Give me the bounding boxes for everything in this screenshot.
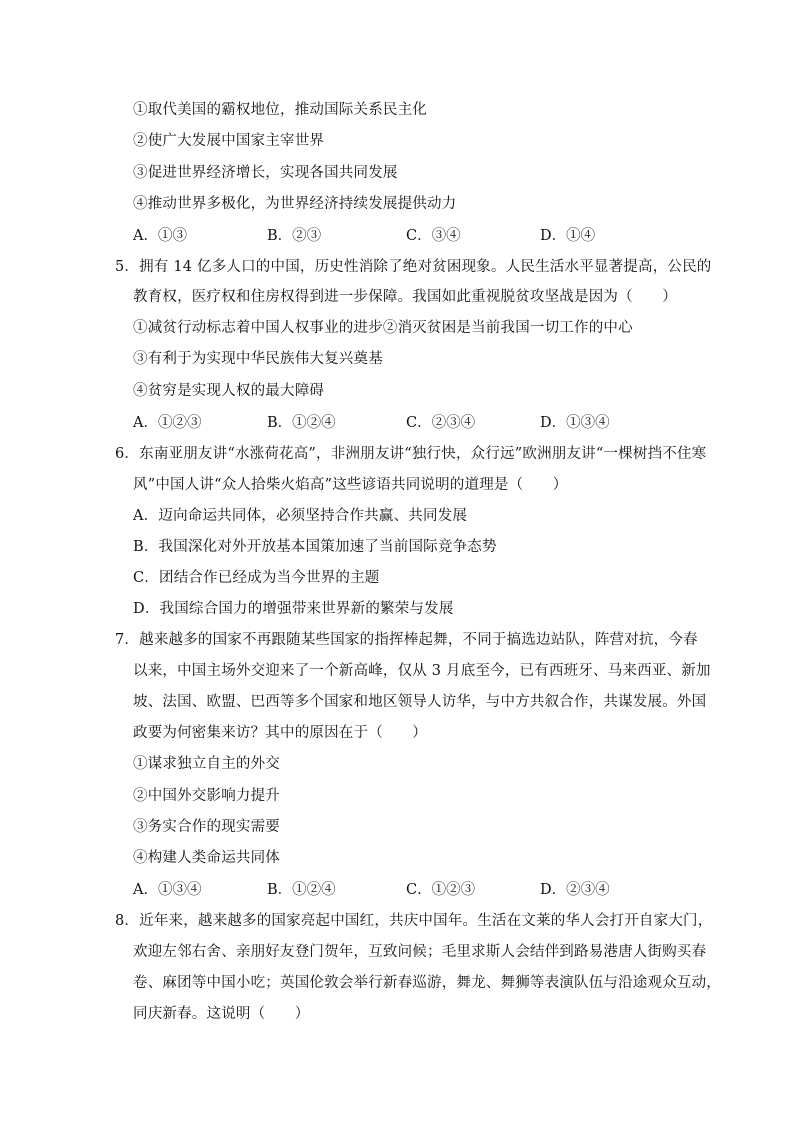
q7-stem-line-4: 政要为何密集来访？其中的原因在于（ ） [133, 725, 427, 741]
q7-stem-line-3: 坡、法国、欧盟、巴西等多个国家和地区领导人访华，与中方共叙合作，共谋发展。外国 [133, 694, 707, 710]
q5-item-2: ③有利于为实现中华民族伟大复兴奠基 [133, 351, 383, 367]
q7-option-b: B．①②④ [267, 882, 336, 898]
q5-stem-line-2: 教育权，医疗权和住房权得到进一步保障。我国如此重视脱贫攻坚战是因为（ ） [133, 289, 677, 305]
q6-choice-c: C．团结合作已经成为当今世界的主题 [133, 570, 380, 586]
q4-item-2: ②使广大发展中国家主宰世界 [133, 133, 325, 149]
q8-stem-line-1: 8．近年来，越来越多的国家亮起中国红，共庆中国年。生活在文莱的华人会打开自家大门， [115, 913, 713, 929]
q7-option-c: C．①②③ [406, 882, 476, 898]
q5-stem-line-1: 5．拥有 14 亿多人口的中国，历史性消除了绝对贫困现象。人民生活水平显著提高，公民的 [115, 259, 712, 275]
q4-option-b: B．②③ [267, 228, 322, 244]
q6-choice-b: B．我国深化对外开放基本国策加速了当前国际竞争态势 [133, 539, 497, 555]
q5-item-1: ①减贫行动标志着中国人权事业的进步②消灭贫困是当前我国一切工作的中心 [133, 320, 633, 336]
q7-item-4: ④构建人类命运共同体 [133, 850, 280, 866]
q4-item-3: ③促进世界经济增长，实现各国共同发展 [133, 165, 398, 181]
q6-choice-a: A．迈向命运共同体，必须坚持合作共赢、共同发展 [133, 508, 468, 524]
q7-item-3: ③务实合作的现实需要 [133, 819, 280, 835]
q7-option-d: D．②③④ [540, 882, 610, 898]
q7-item-1: ①谋求独立自主的外交 [133, 756, 280, 772]
q7-stem-line-1: 7．越来越多的国家不再跟随某些国家的指挥棒起舞，不同于搞选边站队，阵营对抗，今春 [115, 632, 698, 648]
q7-option-a: A．①③④ [133, 882, 202, 898]
q4-item-1: ①取代美国的霸权地位，推动国际关系民主化 [133, 102, 427, 118]
q8-stem-line-4: 同庆新春。这说明（ ） [133, 1006, 310, 1022]
q5-option-a: A．①②③ [133, 415, 202, 431]
q8-stem-line-3: 卷、麻团等中国小吃；英国伦敦会举行新春巡游，舞龙、舞狮等表演队伍与沿途观众互动， [133, 975, 721, 991]
q7-item-2: ②中国外交影响力提升 [133, 788, 280, 804]
q4-option-d: D．①④ [540, 228, 596, 244]
q6-choice-d: D．我国综合国力的增强带来世界新的繁荣与发展 [133, 601, 454, 617]
q5-option-d: D．①③④ [540, 415, 610, 431]
q7-stem-line-2: 以来，中国主场外交迎来了一个新高峰，仅从 3 月底至今，已有西班牙、马来西亚、新加 [133, 663, 711, 679]
q8-stem-line-2: 欢迎左邻右舍、亲朋好友登门贺年，互致问候；毛里求斯人会结伴到路易港唐人街购买春 [133, 944, 707, 960]
q4-option-a: A．①③ [133, 228, 187, 244]
q5-option-c: C．②③④ [406, 415, 476, 431]
q6-stem-line-1: 6．东南亚朋友讲“水涨荷花高”，非洲朋友讲“独行快，众行远”欧洲朋友讲“一棵树挡不住寒 [115, 446, 707, 462]
q5-item-3: ④贫穷是实现人权的最大障碍 [133, 383, 325, 399]
q4-option-c: C．③④ [406, 228, 461, 244]
q6-stem-line-2: 风”中国人讲“众人拾柴火焰高”这些谚语共同说明的道理是（ ） [133, 477, 568, 493]
q5-option-b: B．①②④ [267, 415, 336, 431]
q4-item-4: ④推动世界多极化，为世界经济持续发展提供动力 [133, 196, 457, 212]
